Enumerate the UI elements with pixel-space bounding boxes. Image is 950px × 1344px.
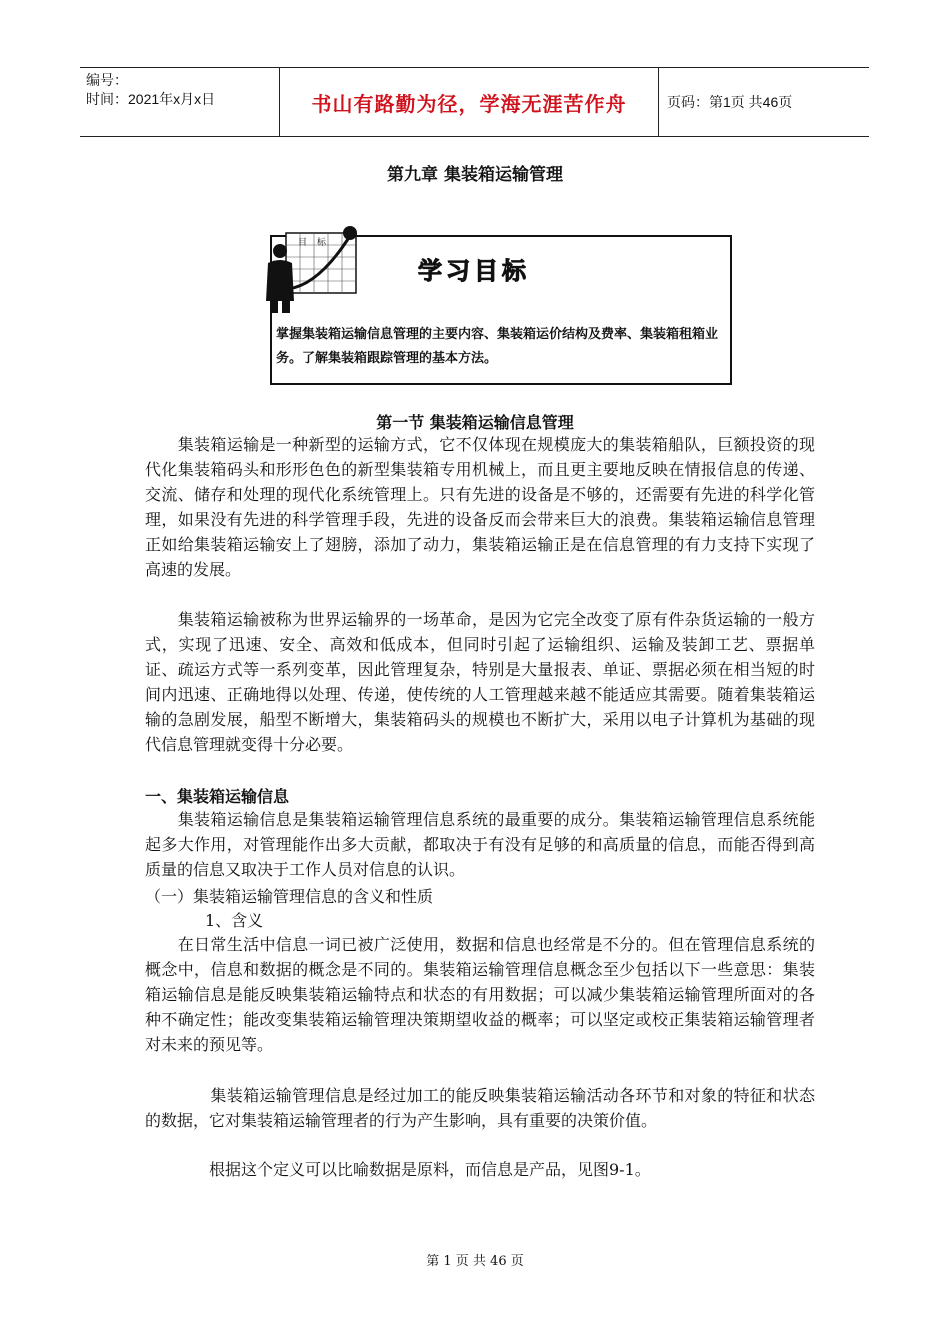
paragraph-6: 根据这个定义可以比喻数据是原料，而信息是产品，见图9-1。 bbox=[145, 1160, 651, 1179]
heading-2: （一）集装箱运输管理信息的含义和性质 bbox=[145, 887, 434, 906]
page-footer: 第 1 页 共 46 页 bbox=[426, 1254, 524, 1269]
objectives-text: 掌握集装箱运输信息管理的主要内容、集装箱运价结构及费率、集装箱租箱业务。了解集装箱跟踪管理的基本方法。 bbox=[276, 327, 719, 366]
page-header bbox=[80, 67, 869, 137]
heading-3: 1、含义 bbox=[205, 911, 264, 930]
learning-objectives-panel bbox=[258, 215, 738, 385]
paragraph-4: 在日常生活中信息一词已被广泛使用，数据和信息也经常是不分的。但在管理信息系统的概念中，信息和数据的概念是不同的。集装箱运输管理信息概念至少包括以下一些意思：集装箱运输信息是能反映集装箱运输特点和状态的有用数据；可以减少集装箱运输管理所面对的各种不确定性；能改变集装箱运输管理决策期望收益的概率；可以坚定或校正集装箱运输管理者对未来的预见等。 bbox=[145, 935, 815, 1054]
motto: 书山有路勤为径，学海无涯苦作舟 bbox=[280, 68, 659, 136]
objectives-title: 学习目标 bbox=[418, 257, 530, 285]
section-title: 第一节 集装箱运输信息管理 bbox=[376, 413, 574, 432]
paragraph-3: 集装箱运输信息是集装箱运输管理信息系统的最重要的成分。集装箱运输管理信息系统能起多大作用，对管理能作出多大贡献，都取决于有没有足够的和高质量的信息，而能否得到高质量的信息又取决于工作人员对信息的认识。 bbox=[145, 810, 815, 879]
teacher-with-chart-illustration bbox=[258, 215, 368, 315]
heading-1: 一、集装箱运输信息 bbox=[145, 787, 290, 806]
header-meta bbox=[80, 68, 280, 136]
paragraph-2: 集装箱运输被称为世界运输界的一场革命，是因为它完全改变了原有件杂货运输的一般方式，实现了迅速、安全、高效和低成本，但同时引起了运输组织、运输及装卸工艺、票据单证、疏运方式等一系列变革，因此管理复杂，特别是大量报表、单证、票据必须在相当短的时间内迅速、正确地得以处理、传递，使传统的人工管理越来越不能适应其需要。随着集装箱运输的急剧发展，船型不断增大，集装箱码头的规模也不断扩大，采用以电子计算机为基础的现代信息管理就变得十分必要。 bbox=[145, 610, 815, 754]
page-info: 页码：第1页 共46页 bbox=[667, 94, 793, 110]
paragraph-1: 集装箱运输是一种新型的运输方式，它不仅体现在规模庞大的集装箱船队，巨额投资的现代化集装箱码头和形形色色的新型集装箱专用机械上，而且更主要地反映在情报信息的传递、交流、储存和处理的现代化系统管理上。只有先进的设备是不够的，还需要有先进的科学化管理，如果没有先进的科学管理手段，先进的设备反而会带来巨大的浪费。集装箱运输信息管理正如给集装箱运输安上了翅膀，添加了动力，集装箱运输正是在信息管理的有力支持下实现了高速的发展。 bbox=[145, 435, 815, 579]
chapter-title: 第九章 集装箱运输管理 bbox=[387, 165, 563, 185]
paragraph-5: 集装箱运输管理信息是经过加工的能反映集装箱运输活动各环节和对象的特征和状态的数据，它对集装箱运输管理者的行为产生影响，具有重要的决策价值。 bbox=[145, 1086, 815, 1130]
number-label: 编号： bbox=[86, 72, 128, 88]
board-label: 目标 bbox=[298, 238, 337, 248]
date-label: 时间：2021年x月x日 bbox=[86, 91, 216, 107]
